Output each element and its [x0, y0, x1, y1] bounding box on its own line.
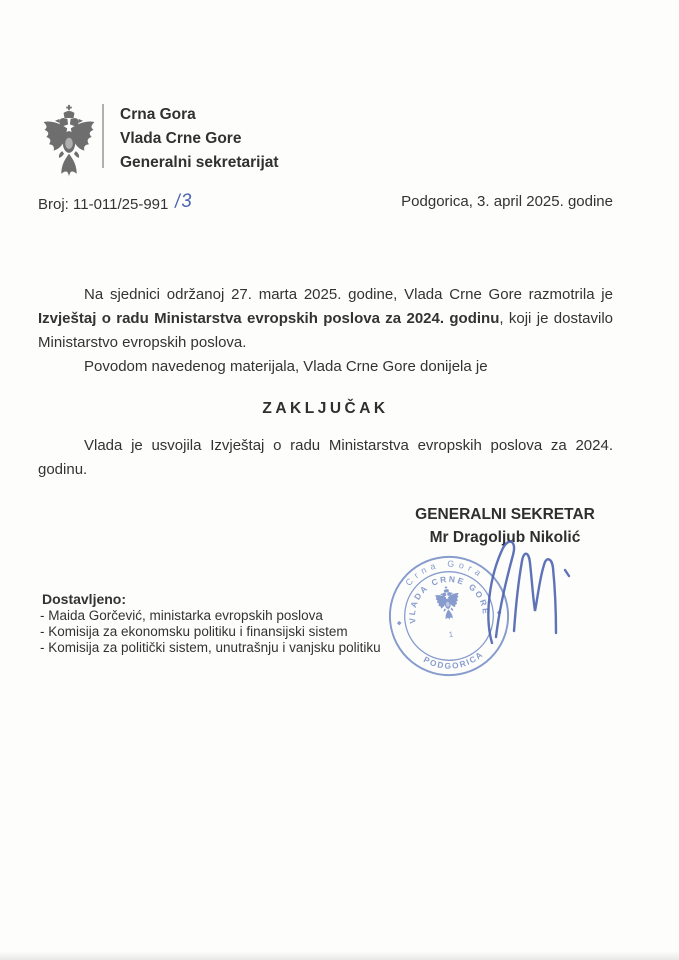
document-number-label: Broj: 11-011/25-991	[38, 196, 169, 213]
paragraph-1-report-title: Izvještaj o radu Ministarstva evropskih poslova za 2024. godinu	[38, 310, 500, 327]
stamp-right-diamond-icon: ◆	[496, 609, 502, 617]
montenegro-coat-of-arms-icon	[40, 102, 98, 182]
signatory-title: GENERALNI SEKRETAR	[415, 506, 595, 523]
paragraph-1-tail: , koji je dostavilo Ministarstvo evropskih poslova.	[38, 310, 613, 351]
handwritten-signature	[470, 533, 580, 658]
place-and-date: Podgorica, 3. april 2025. godine	[401, 193, 613, 210]
org-secretariat: Generalni sekretarijat	[120, 154, 279, 171]
stamp-number: 1	[448, 629, 454, 640]
distribution-item: - Maida Gorčević, ministarka evropskih poslova	[40, 608, 323, 623]
paragraph-3: Vlada je usvojila Izvještaj o radu Ministarstva evropskih poslova za 2024. godinu.	[38, 437, 613, 478]
org-country: Crna Gora	[120, 106, 196, 123]
stamp-city-text: PODGORICA	[421, 648, 486, 671]
document-number	[38, 190, 194, 215]
meta-row	[38, 190, 613, 215]
distribution-item: - Komisija za ekonomsku politiku i finansijski sistem	[40, 624, 348, 639]
signatory-name: Mr Dragoljub Nikolić	[429, 529, 581, 546]
paragraph-2: Povodom navedenog materijala, Vlada Crne Gore donijela je	[84, 358, 488, 375]
document-body	[38, 283, 613, 482]
stamp-left-diamond-icon: ◆	[396, 620, 402, 627]
letterhead	[40, 102, 279, 182]
paragraph-1-text: Na sjednici održanoj 27. marta 2025. godine, Vlada Crne Gore razmotrila je	[84, 286, 613, 303]
org-government: Vlada Crne Gore	[120, 130, 242, 147]
letterhead-divider	[102, 104, 104, 168]
distribution-item: - Komisija za politički sistem, unutrašnju i vanjsku politiku	[40, 640, 381, 655]
paragraph-1	[38, 283, 613, 355]
handwritten-number-suffix: /3	[174, 190, 194, 213]
distribution-list	[40, 591, 440, 656]
distribution-label: Dostavljeno:	[42, 591, 127, 607]
stamp-inner-ring-text: VLADA CRNE GORE	[406, 573, 492, 625]
conclusion-heading: ZAKLJUČAK	[262, 400, 389, 417]
stamp-outer-ring-text: Crna Gora	[403, 558, 487, 588]
org-name-block	[120, 102, 279, 175]
